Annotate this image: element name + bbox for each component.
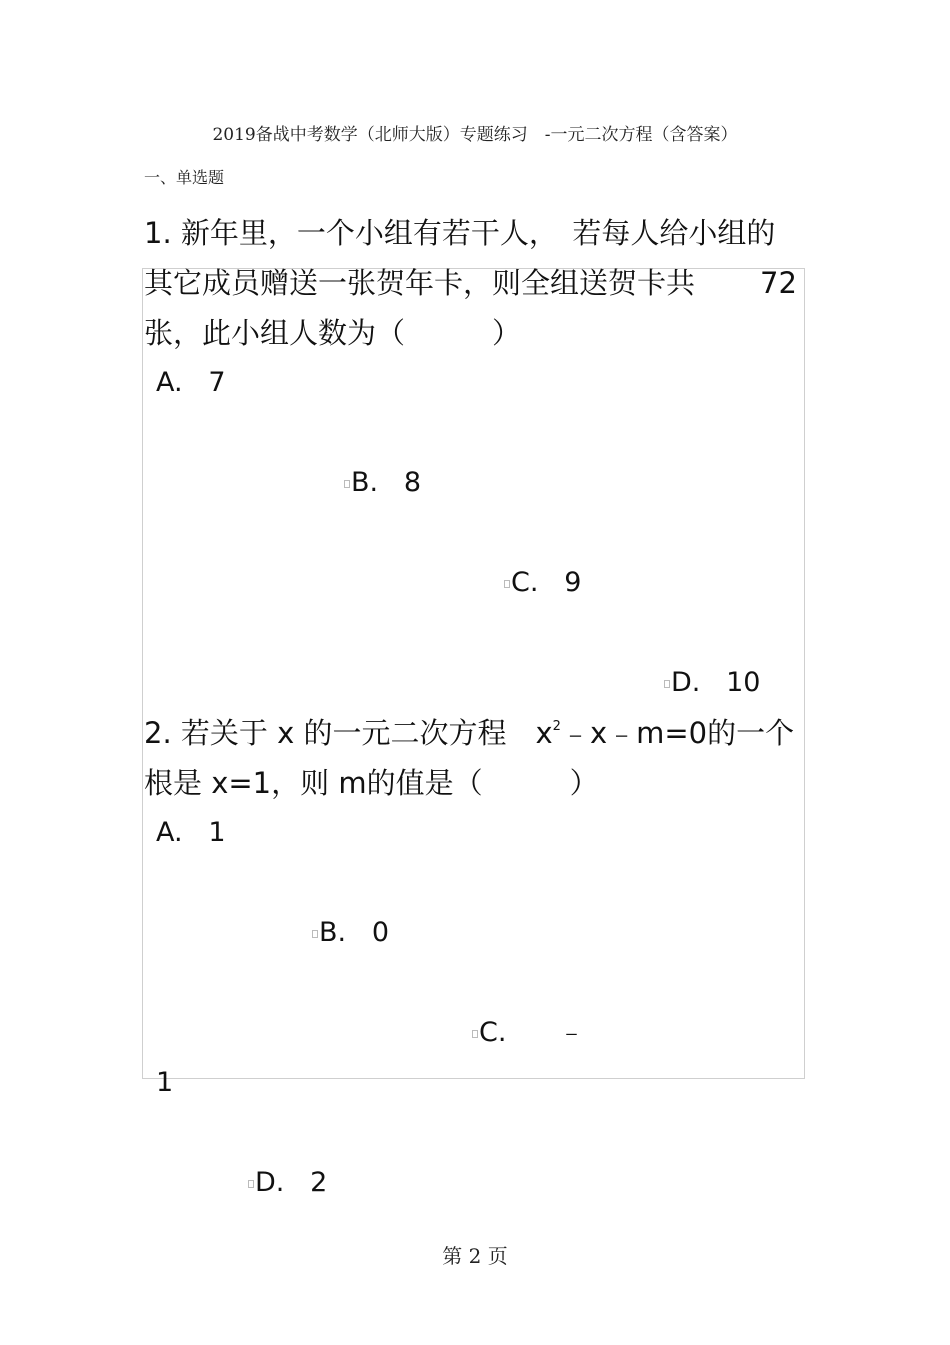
q1-line-1: 1. 新年里，一个小组有若干人， 若每人给小组的 [144, 216, 776, 250]
option-label: A. [156, 367, 183, 398]
q1-line-2: 其它成员赠送一张贺年卡，则全组送贺卡共 [144, 266, 696, 300]
q2-option-d[interactable] [248, 1167, 327, 1199]
q2-option-b[interactable] [312, 917, 389, 949]
option-value: 10 [726, 667, 761, 698]
document-title: 2019备战中考数学（北师大版）专题练习 -一元二次方程（含答案） [212, 125, 738, 145]
option-value: 1 [208, 817, 226, 848]
option-label: A. [156, 817, 183, 848]
box-marker-icon [472, 1030, 478, 1038]
box-marker-icon [504, 580, 510, 588]
box-marker-icon [248, 1180, 254, 1188]
q2-line-1-end: ﹣x﹣m=0的一个 [560, 716, 795, 750]
box-marker-icon [344, 480, 350, 488]
option-value: 2 [310, 1167, 328, 1198]
option-label: B. [351, 467, 379, 498]
q2-option-a[interactable] [156, 817, 226, 849]
option-label: D. [671, 667, 701, 698]
option-label: D. [255, 1167, 285, 1198]
q1-option-b[interactable] [344, 467, 421, 499]
q1-option-a[interactable] [156, 367, 226, 399]
option-value: 7 [208, 367, 226, 398]
option-value: 9 [564, 567, 582, 598]
q1-option-d[interactable] [664, 667, 760, 699]
q2-line-2: 根是 x=1，则 m的值是（ ） [144, 766, 599, 800]
q1-line-2-number: 72 [760, 266, 797, 300]
q2-option-c[interactable] [472, 1017, 585, 1049]
section-heading: 一、单选题 [144, 168, 225, 187]
q2-line-1 [144, 716, 794, 750]
q1-option-c[interactable] [504, 567, 581, 599]
option-label: C. [511, 567, 539, 598]
page-number: 第 2 页 [442, 1244, 508, 1268]
q1-line-3: 张，此小组人数为（ ） [144, 316, 522, 350]
option-value: 8 [403, 467, 422, 498]
option-label: B. [319, 917, 347, 948]
box-marker-icon [312, 930, 318, 938]
option-value: 0 [371, 917, 390, 948]
box-marker-icon [664, 680, 670, 688]
option-value: ﹣ [557, 1017, 585, 1048]
q2-option-c-continued: 1 [156, 1067, 174, 1098]
exponent: 2 [552, 719, 561, 734]
option-label: C. [479, 1017, 507, 1048]
q2-line-1-start: 2. 若关于 x 的一元二次方程 x [144, 716, 553, 750]
